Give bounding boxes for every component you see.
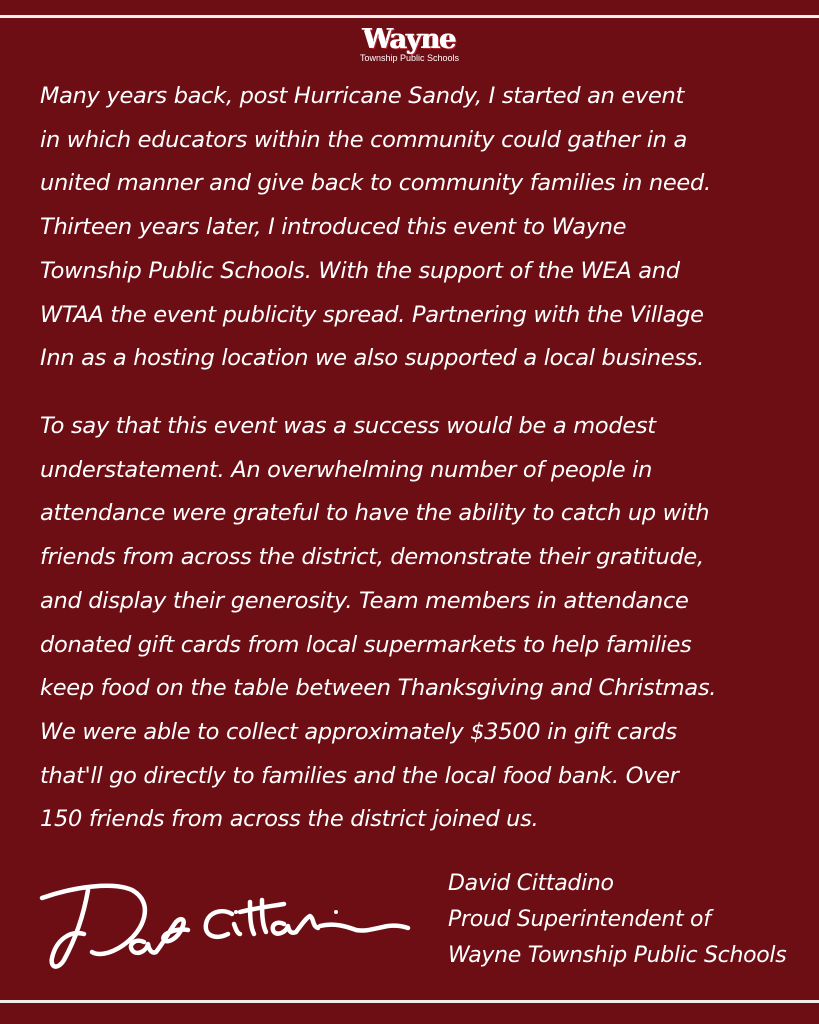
paragraph-line: understatement. An overwhelming number of people in <box>40 456 653 483</box>
paragraph-line: and display their generosity. Team members in attendance <box>40 587 689 614</box>
paragraph-line: keep food on the table between Thanksgiving and Christmas. <box>40 675 717 702</box>
paragraph-line: WTAA the event publicity spread. Partnering with the Village <box>40 301 704 328</box>
paragraph-line: donated gift cards from local supermarkets to help families <box>40 631 692 658</box>
logo-subtitle: Township Public Schools <box>359 53 460 63</box>
paragraph-line: friends from across the district, demonstrate their gratitude, <box>40 544 704 571</box>
paragraph-line: that'll go directly to families and the local food bank. Over <box>40 762 679 789</box>
bottom-border-rule <box>0 1000 819 1003</box>
district-logo <box>0 26 819 64</box>
paragraph-line: 150 friends from across the district joined us. <box>40 806 539 833</box>
paragraph-line: Inn as a hosting location we also supported a local business. <box>40 345 705 372</box>
paragraph-line: in which educators within the community could gather in a <box>40 126 687 153</box>
signature-block <box>448 866 808 974</box>
signer-title-line-2: Wayne Township Public Schools <box>448 943 787 968</box>
paragraph-line: We were able to collect approximately $3500 in gift cards <box>40 718 677 745</box>
handwritten-signature <box>36 868 416 978</box>
top-border-rule <box>0 15 819 18</box>
letter-paragraph-2 <box>40 405 810 842</box>
signer-title-line-1: Proud Superintendent of <box>448 907 711 932</box>
paragraph-line: attendance were grateful to have the ability to catch up with <box>40 500 710 527</box>
paragraph-line: united manner and give back to community families in need. <box>40 170 711 197</box>
paragraph-line: Township Public Schools. With the support of the WEA and <box>40 257 680 284</box>
paragraph-line: Thirteen years later, I introduced this event to Wayne <box>40 214 627 241</box>
signer-name: David Cittadino <box>448 871 614 896</box>
letter-paragraph-1 <box>40 75 810 381</box>
paragraph-line: Many years back, post Hurricane Sandy, I started an event <box>40 83 685 109</box>
paragraph-line: To say that this event was a success would be a modest <box>40 413 656 439</box>
logo-wordmark: Wayne <box>363 24 456 55</box>
